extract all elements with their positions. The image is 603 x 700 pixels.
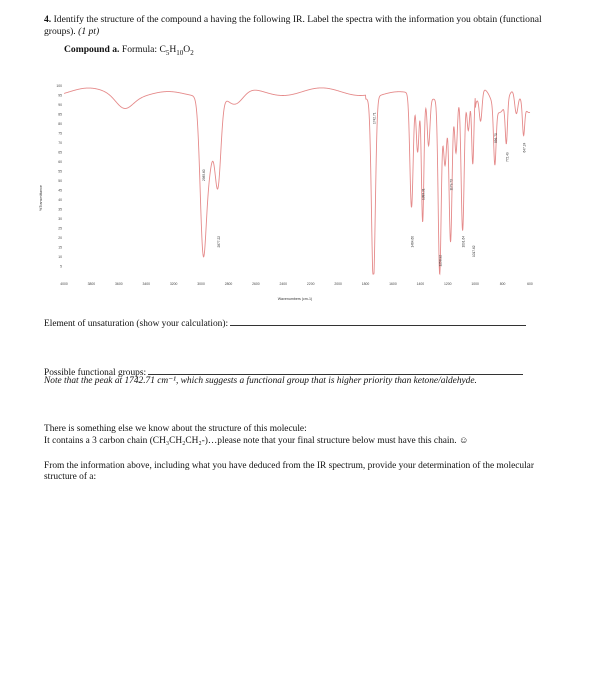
peak-label: 1742.71 [372, 112, 377, 124]
determination-text: From the information above, including what you have deduced from the IR spectrum, provide your determination of the molecular structure of a: [44, 461, 534, 482]
x-tick-label: 1200 [443, 282, 452, 286]
x-tick-label: 600 [527, 282, 533, 286]
y-tick-label: 85 [58, 112, 62, 117]
peak-label: 772.49 [505, 152, 510, 162]
structure-info-line2: It contains a 3 carbon chain (CH₃CH₂CH₂-)…please note that your final structure below must have this chain. ☺ [44, 436, 469, 446]
y-tick-label: 30 [58, 217, 62, 222]
y-tick-label: 70 [58, 141, 62, 146]
question-text [44, 14, 564, 37]
y-tick-label: 15 [58, 245, 62, 250]
y-tick-label: 5 [60, 264, 62, 269]
y-tick-label: 80 [58, 122, 62, 127]
x-tick-label: 3400 [142, 282, 151, 286]
x-tick-label: 3000 [197, 282, 205, 286]
question-body: Identify the structure of the compound a having the following IR. Label the spectra with the information you obtain (functional groups). [44, 14, 542, 37]
y-tick-label: 75 [58, 131, 62, 136]
peak-label: 1258.92 [438, 254, 443, 267]
functional-answer-line[interactable] [148, 365, 523, 375]
x-tick-label: 1800 [361, 282, 370, 286]
compound-label: Compound a. [64, 44, 120, 55]
y-tick-label: 65 [58, 150, 62, 155]
peak-label: 2877.22 [216, 235, 221, 248]
x-tick-label: 2600 [252, 282, 260, 286]
y-tick-label: 95 [58, 93, 62, 98]
x-axis-label: Wavenumbers (cm-1) [277, 297, 313, 301]
ir-spectrum [30, 78, 570, 306]
peak-label: 1017.62 [471, 245, 476, 257]
y-tick-label: 100 [56, 84, 62, 89]
compound-heading [64, 44, 194, 57]
question-number: 4. [44, 14, 52, 25]
x-tick-label: 4000 [60, 282, 68, 286]
peak-label: 856.70 [493, 133, 498, 143]
y-tick-label: 25 [58, 226, 62, 231]
x-tick-label: 1000 [471, 282, 479, 286]
y-tick-label: 55 [58, 169, 62, 174]
x-tick-label: 3600 [115, 282, 123, 286]
x-tick-label: 2800 [224, 282, 233, 286]
unsaturation-row [44, 316, 526, 330]
x-tick-label: 3800 [87, 282, 96, 286]
y-tick-label: 45 [58, 188, 62, 193]
y-tick-label: 35 [58, 207, 62, 212]
y-axis-label: %Transmittance [39, 185, 43, 211]
peak-label: 1179.73 [449, 179, 454, 191]
x-tick-label: 2400 [279, 282, 288, 286]
y-tick-label: 20 [58, 236, 62, 241]
unsaturation-label: Element of unsaturation (show your calculation): [44, 319, 229, 329]
peak-labels [202, 112, 526, 266]
x-tick-label: 2000 [334, 282, 342, 286]
x-tick-label: 3200 [169, 282, 178, 286]
x-tick-label: 1600 [389, 282, 397, 286]
x-tick-label: 2200 [306, 282, 315, 286]
peak-label: 1091.64 [461, 235, 466, 248]
ir-trace [64, 88, 530, 274]
molecular-formula: $C_5H_{10}O_2$ [159, 44, 194, 57]
peak-label: 647.24 [522, 142, 527, 153]
y-tick-label: 50 [58, 179, 62, 184]
x-axis-ticks [60, 282, 533, 286]
formula-label: Formula: [121, 44, 158, 55]
peak-label: 2985.60 [202, 169, 207, 181]
x-tick-label: 1400 [416, 282, 425, 286]
y-axis-ticks [56, 84, 62, 269]
x-tick-label: 800 [499, 282, 506, 286]
peak-label: 1464.60 [410, 235, 415, 248]
y-tick-label: 40 [58, 198, 62, 203]
y-tick-label: 10 [58, 255, 62, 260]
question-points: (1 pt) [78, 25, 100, 37]
y-tick-label: 60 [58, 160, 62, 165]
unsaturation-answer-line[interactable] [230, 316, 526, 326]
peak-label: 1383.31 [421, 188, 426, 200]
functional-note: Note that the peak at 1742.71 cm⁻¹, which suggests a functional group that is higher priority than ketone/aldehyde. [44, 376, 477, 386]
structure-info-line1: There is something else we know about the structure of this molecule: [44, 424, 307, 434]
y-tick-label: 90 [58, 103, 62, 108]
functional-label: Possible functional groups: [44, 368, 147, 378]
